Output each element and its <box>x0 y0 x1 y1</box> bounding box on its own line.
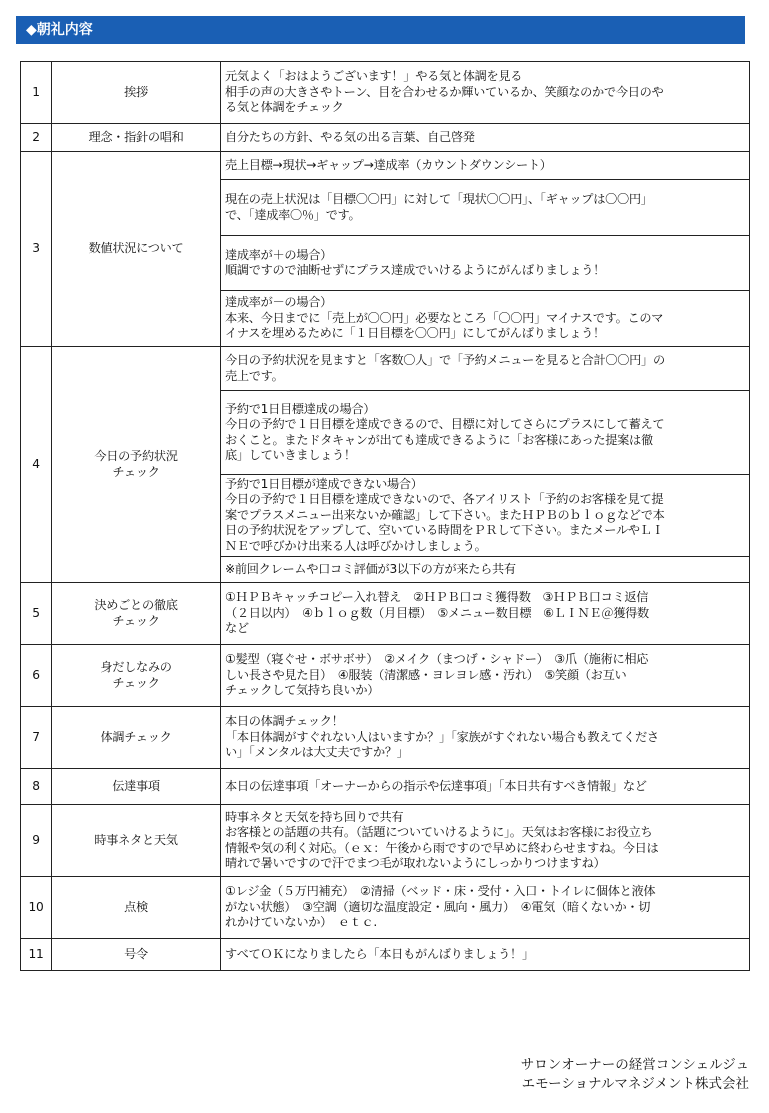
detail-line: 今日の予約で１日目標を達成できるので、目標に対してさらにプラスにして蓄えて <box>225 417 665 431</box>
agenda-item-title-line: 身だしなみの <box>100 660 172 674</box>
row-number: 5 <box>21 583 52 645</box>
table-row <box>21 62 750 124</box>
agenda-item-title-line: チェック <box>112 675 160 690</box>
detail-line: ①髪型（寝ぐせ・ボサボサ） ②メイク（まつげ・シャドー） ③爪（施術に相応 <box>225 652 649 667</box>
detail-line: 案でプラスメニュー出来ないか確認」して下さい。またＨＰＢのｂｌｏｇなどで本 <box>225 507 665 522</box>
row-number: 4 <box>21 347 52 583</box>
table-row <box>21 939 750 971</box>
detail-line: 今日の予約状況を見ますと「客数〇人」で「予約メニューを見ると合計〇〇円」の <box>225 353 665 367</box>
detail-line: しい長さや見た目） ④服装（清潔感・ヨレヨレ感・汚れ） ⑤笑顔（お互い <box>225 667 627 682</box>
table-row <box>21 583 750 645</box>
detail-line: ①ＨＰＢキャッチコピー入れ替え ②ＨＰＢ口コミ獲得数 ③ＨＰＢ口コミ返信 <box>225 590 649 605</box>
agenda-item-title: 理念・指針の唱和 <box>52 124 221 152</box>
footer-line-1: サロンオーナーの経営コンシェルジュ <box>520 1057 749 1073</box>
detail-line: 情報や気の利く対応。（ｅｘ：午後から雨ですので早めに終わらせますね。今日は <box>225 840 659 855</box>
agenda-item-detail <box>221 645 750 707</box>
detail-line: 晴れで暑いですので汗でまつ毛が取れないようにしっかりつけますね） <box>225 856 606 870</box>
table-row <box>21 152 750 180</box>
agenda-item-detail <box>221 805 750 877</box>
agenda-item-detail <box>221 124 750 152</box>
agenda-item-detail <box>221 475 750 557</box>
table-row <box>21 347 750 391</box>
detail-line: 日の予約状況をアップして、空いている時間をＰＲして下さい。またメールやＬＩ <box>225 523 664 538</box>
table-row <box>21 707 750 769</box>
agenda-item-detail <box>221 62 750 124</box>
detail-line: すべてＯＫになりましたら「本日もがんばりましょう！」 <box>225 946 534 961</box>
agenda-item-title: 挨拶 <box>52 62 221 124</box>
row-number: 7 <box>21 707 52 769</box>
detail-line: 売上目標→現状→ギャップ→達成率（カウントダウンシート） <box>225 157 552 172</box>
agenda-item-title-line: チェック <box>112 464 160 479</box>
footer-credit <box>521 1056 749 1094</box>
agenda-item-title: 時事ネタと天気 <box>52 805 221 877</box>
detail-line: 売上です。 <box>225 368 284 383</box>
agenda-item-title <box>52 347 221 583</box>
row-number: 10 <box>21 877 52 939</box>
table-row <box>21 645 750 707</box>
detail-line: ※前回クレームや口コミ評価が3以下の方が来たら共有 <box>225 561 516 576</box>
detail-line: い」「メンタルは大丈夫ですか？」 <box>225 745 409 760</box>
table-row <box>21 805 750 877</box>
detail-line: など <box>225 621 249 636</box>
detail-line: る気と体調をチェック <box>225 100 344 115</box>
detail-line: 達成率が－の場合） <box>225 295 332 310</box>
agenda-item-detail <box>221 557 750 583</box>
agenda-item-detail <box>221 236 750 291</box>
detail-line: 順調ですので油断せずにプラス達成でいけるようにがんばりましょう！ <box>225 263 606 277</box>
detail-line: れかけていないか） ｅｔｃ. <box>225 915 378 930</box>
detail-line: イナスを埋めるために「１日目標を〇〇円」にしてがんばりましょう！ <box>225 326 605 341</box>
detail-line: がない状態） ③空調（適切な温度設定・風向・風力） ④電気（暗くないか・切 <box>225 899 651 914</box>
detail-line: 底」していきましょう！ <box>225 448 356 462</box>
footer-line-2: エモーショナルマネジメント株式会社 <box>521 1076 749 1092</box>
table-row <box>21 124 750 152</box>
row-number: 2 <box>21 124 52 152</box>
row-number: 6 <box>21 645 52 707</box>
agenda-item-detail <box>221 707 750 769</box>
agenda-item-title: 号令 <box>52 939 221 971</box>
detail-line: 相手の声の大きさやトーン、目を合わせるか輝いているか、笑顔なのかで今日のや <box>225 84 664 99</box>
table-row <box>21 877 750 939</box>
agenda-item-detail <box>221 152 750 180</box>
row-number: 9 <box>21 805 52 877</box>
agenda-item-title-line: チェック <box>112 613 160 628</box>
agenda-item-title <box>52 583 221 645</box>
detail-line: 自分たちの方針、やる気の出る言葉、自己啓発 <box>225 129 475 144</box>
agenda-table <box>20 61 750 971</box>
agenda-item-title: 数値状況について <box>52 152 221 347</box>
detail-line: チェックして気持ち良いか） <box>225 683 380 698</box>
agenda-item-detail <box>221 391 750 475</box>
agenda-item-title-line: 今日の予約状況 <box>94 449 178 463</box>
agenda-item-detail <box>221 583 750 645</box>
agenda-item-title: 体調チェック <box>52 707 221 769</box>
detail-line: ＮＥで呼びかけ出来る人は呼びかけしましょう。 <box>225 538 487 553</box>
agenda-item-detail <box>221 291 750 347</box>
detail-line: （２日以内） ④ｂｌｏｇ数（月目標） ⑤メニュー数目標 ⑥ＬＩＮＥ＠獲得数 <box>225 605 649 620</box>
detail-line: 現在の売上状況は「目標〇〇円」に対して「現状〇〇円」、「ギャップは〇〇円」 <box>225 192 653 206</box>
section-title: ◆朝礼内容 <box>16 16 745 44</box>
agenda-item-detail <box>221 939 750 971</box>
agenda-item-detail <box>221 877 750 939</box>
agenda-item-title-line: 決めごとの徹底 <box>94 598 178 612</box>
agenda-item-detail <box>221 180 750 236</box>
detail-line: 予約で1日目標が達成できない場合） <box>225 476 423 491</box>
detail-line: 本日の体調チェック！ <box>225 714 344 729</box>
agenda-item-title <box>52 645 221 707</box>
agenda-item-title: 点検 <box>52 877 221 939</box>
table-row <box>21 769 750 805</box>
detail-line: 時事ネタと天気を持ち回りで共有 <box>225 809 404 824</box>
detail-line: 予約で1日目標達成の場合） <box>225 401 376 416</box>
agenda-item-detail <box>221 769 750 805</box>
row-number: 11 <box>21 939 52 971</box>
detail-line: 達成率が＋の場合） <box>225 247 332 262</box>
row-number: 1 <box>21 62 52 124</box>
agenda-item-detail <box>221 347 750 391</box>
detail-line: ①レジ金（５万円補充） ②清掃（ベッド・床・受付・入口・トイレに個体と液体 <box>225 884 656 899</box>
detail-line: お客様との話題の共有。（話題についていけるように」。天気はお客様にお役立ち <box>225 825 653 839</box>
detail-line: で、「達成率〇％」です。 <box>225 207 361 222</box>
agenda-item-title: 伝達事項 <box>52 769 221 805</box>
detail-line: おくこと。またドタキャンが出ても達成できるように「お客様にあった提案は徹 <box>225 432 653 447</box>
row-number: 8 <box>21 769 52 805</box>
detail-line: 今日の予約で１日目標を達成できないので、各アイリスト「予約のお客様を見て提 <box>225 492 664 507</box>
detail-line: 本来、今日までに「売上が〇〇円」必要なところ「〇〇円」マイナスです。このマ <box>225 310 664 325</box>
detail-line: 本日の伝達事項「オーナーからの指示や伝達事項」「本日共有すべき情報」など <box>225 778 647 793</box>
detail-line: 「本日体調がすぐれない人はいますか？」「家族がすぐれない場合も教えてくださ <box>225 729 659 744</box>
detail-line: 元気よく「おはようございます！」やる気と体調を見る <box>225 69 523 84</box>
row-number: 3 <box>21 152 52 347</box>
